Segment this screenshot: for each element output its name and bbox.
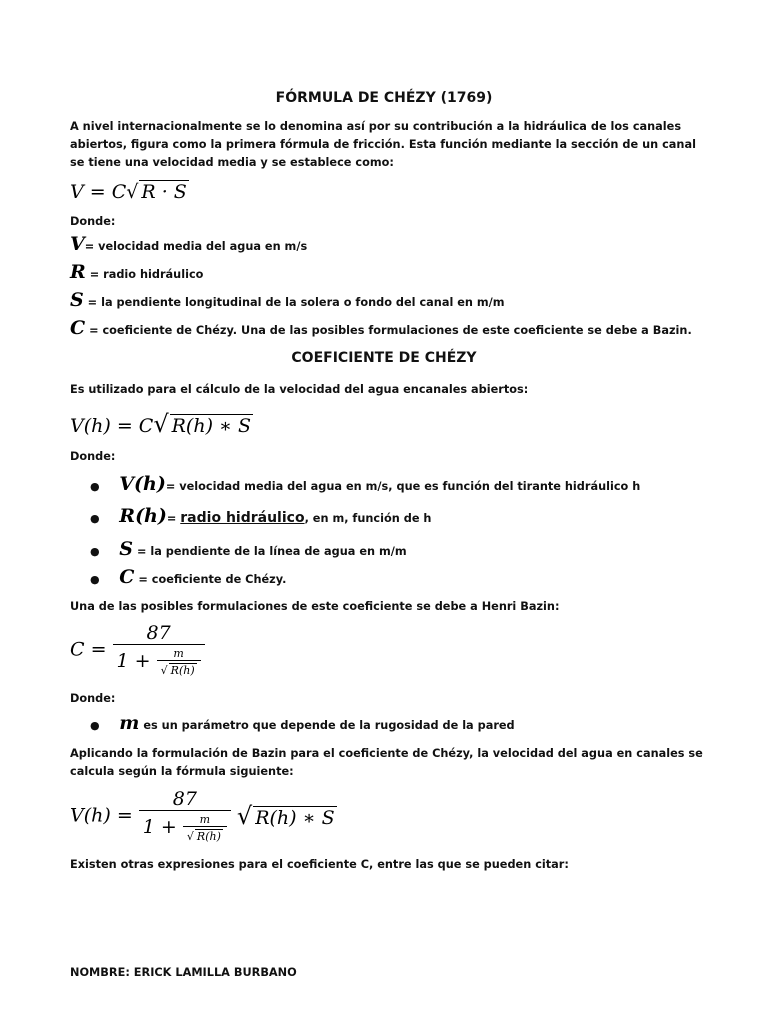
bullet-icon: ●	[90, 545, 100, 558]
bullet-icon: ●	[90, 480, 100, 493]
list-item-C: ● C = coeficiente de Chézy.	[90, 566, 287, 588]
donde-label-2: Donde:	[70, 450, 116, 463]
list-item-Rh: ● R(h)= radio hidráulico, en m, función de h	[90, 505, 432, 527]
bullet-icon: ●	[90, 719, 100, 732]
definition-V: V= velocidad media del agua en m/s	[70, 233, 308, 255]
bazin-intro: Una de las posibles formulaciones de este coeficiente se debe a Henri Bazin:	[70, 600, 560, 613]
list-item-m: ● m es un parámetro que depende de la rugosidad de la pared	[90, 712, 515, 734]
radio-hidraulico-link[interactable]: radio hidráulico	[180, 510, 305, 526]
intro2-paragraph: Es utilizado para el cálculo de la velocidad del agua encanales abiertos:	[70, 383, 529, 396]
definition-C: C = coeficiente de Chézy. Una de las posibles formulaciones de este coeficiente se debe a Bazin.	[70, 317, 692, 339]
bazin-formula: C = 87 1 + $\frac{m}{√ R(h)}$	[70, 622, 205, 677]
author-footer: NOMBRE: ERICK LAMILLA BURBANO	[70, 966, 297, 979]
intro-paragraph: A nivel internacionalmente se lo denomina así por su contribución a la hidráulica de los canales abiertos, figura como la primera fórmula de fricción. Esta función mediante la sección de un canal se tiene una velocidad media y se establece como:	[70, 120, 696, 169]
donde-label: Donde:	[70, 215, 116, 228]
definition-R: R = radio hidráulico	[70, 261, 204, 283]
velocity-formula: V(h) = C√ R(h) ∗ S	[70, 410, 252, 438]
other-expressions-paragraph: Existen otras expresiones para el coeficiente C, entre las que se pueden citar:	[70, 858, 569, 871]
apply-paragraph: Aplicando la formulación de Bazin para el coeficiente de Chézy, la velocidad del agua en canales se calcula según la fórmula siguiente:	[70, 747, 703, 778]
bullet-icon: ●	[90, 573, 100, 586]
list-item-Vh: ● V(h)= velocidad media del agua en m/s, que es función del tirante hidráulico h	[90, 473, 641, 495]
section-title: COEFICIENTE DE CHÉZY	[291, 350, 477, 366]
page-title: FÓRMULA DE CHÉZY (1769)	[275, 90, 493, 106]
chezy-bazin-formula: V(h) = 87 1 + $\frac{m}{√ R(h)}$ √ R(h) ∗ S	[70, 788, 335, 843]
list-item-S: ● S = la pendiente de la línea de agua en m/m	[90, 538, 407, 560]
bullet-icon: ●	[90, 512, 100, 525]
definition-S: S = la pendiente longitudinal de la solera o fondo del canal en m/m	[70, 289, 505, 311]
chezy-formula: V = C√ R · S	[70, 181, 187, 203]
donde-label-3: Donde:	[70, 692, 116, 705]
